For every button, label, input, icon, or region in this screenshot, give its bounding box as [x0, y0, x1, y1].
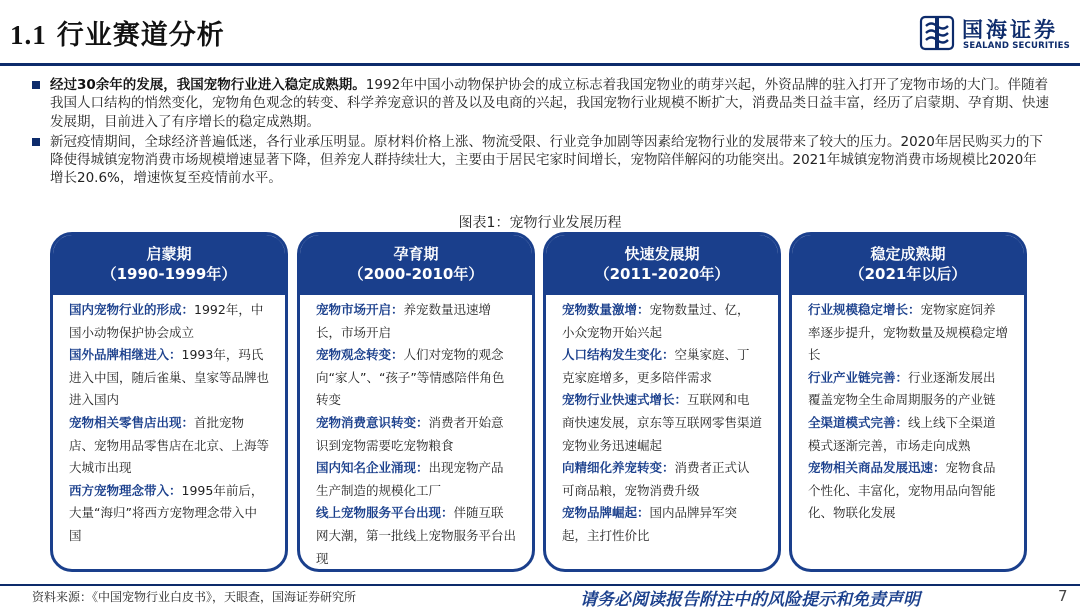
phase-body	[53, 295, 285, 548]
entry-text: 人们对宠物的观念向“家人”、“孩子”等情感陪伴角色转变	[316, 347, 505, 408]
phase-body	[300, 295, 532, 570]
bullet-lead: 经过30余年的发展，我国宠物行业进入稳定成熟期。	[50, 77, 366, 93]
phase-entry	[316, 299, 516, 344]
entry-text: 首批宠物店、宠物用品零售店在北京、上海等大城市出现	[69, 414, 270, 476]
phase-name: 启蒙期	[146, 245, 192, 263]
source-note: 资料来源：《中国宠物行业白皮书》，天眼查，国海证券研究所	[32, 590, 357, 604]
phase-entry	[808, 367, 1008, 412]
phase-header	[300, 235, 532, 295]
entry-key: 宠物相关零售店出现：	[69, 414, 195, 430]
phase-header	[53, 235, 285, 295]
phase-years: （2000-2010年）	[348, 265, 484, 283]
entry-key: 宠物相关商品发展迅速：	[808, 460, 946, 476]
phase-entry	[562, 502, 762, 547]
phase-entry	[69, 480, 269, 548]
entry-text: 宠物食品个性化、丰富化，宠物用品向智能化、物联化发展	[808, 460, 996, 521]
phase-card	[50, 232, 288, 572]
phase-entry	[316, 457, 516, 502]
phase-entry	[562, 389, 762, 457]
bullet-item	[30, 76, 1050, 131]
logo-cn-name: 国海证券	[962, 18, 1058, 42]
phase-entry	[69, 344, 269, 412]
page-title	[10, 13, 225, 52]
entry-text: 国内品牌异军突起，主打性价比	[562, 505, 738, 543]
phase-card	[789, 232, 1027, 572]
phase-body	[546, 295, 778, 548]
entry-text: 1993年，玛氏进入中国，随后雀巢、皇家等品牌也进入国内	[69, 347, 270, 408]
company-logo	[918, 14, 1078, 54]
entry-key: 西方宠物理念带入：	[69, 482, 182, 498]
entry-key: 宠物行业快速式增长：	[562, 392, 688, 408]
bullet-text: 1992年中国小动物保护协会的成立标志着我国宠物业的萌芽兴起，外资品牌的驻入打开了宠物市场的大门。伴随着我国人口结构的悄然变化，宠物角色观念的转变、科学养宠意识的普及以及电商的兴起，我国宠物行业规模不断扩大，消费品类日益丰富，经历了启蒙期、孕育期、快速发展期，目前进入了有序增长的稳定成熟期。	[50, 77, 1049, 130]
entry-text: 宠物家庭饲养率逐步提升，宠物数量及规模稳定增长	[808, 302, 1009, 363]
phase-years: （2011-2020年）	[594, 265, 730, 283]
entry-text: 伴随互联网大潮，第一批线上宠物服务平台出现	[316, 505, 517, 566]
phase-entry	[562, 457, 762, 502]
bullet-item	[30, 133, 1050, 188]
entry-key: 宠物品牌崛起：	[562, 505, 650, 521]
entry-text: 1992年，中国小动物保护协会成立	[69, 302, 264, 340]
entry-text: 1995年前后，大量“海归”将西方宠物理念带入中国	[69, 482, 264, 543]
phase-card	[543, 232, 781, 572]
timeline-cards	[50, 232, 1030, 577]
entry-text: 宠物数量过、亿，小众宠物开始兴起	[562, 302, 750, 340]
entry-key: 国内宠物行业的形成：	[69, 302, 195, 317]
phase-entry	[316, 344, 516, 412]
entry-key: 宠物消费意识转变：	[316, 414, 429, 430]
phase-entry	[808, 412, 1008, 457]
phase-entry	[69, 412, 269, 480]
phase-entry	[316, 502, 516, 570]
entry-key: 宠物市场开启：	[316, 302, 404, 317]
phase-entry	[562, 299, 762, 344]
phase-entry	[316, 412, 516, 457]
page-number: 7	[1058, 587, 1068, 605]
phase-entry	[808, 457, 1008, 525]
phase-header	[546, 235, 778, 295]
disclaimer-text: 请务必阅读报告附注中的风险提示和免责声明	[580, 590, 920, 608]
entry-text: 养宠数量迅速增长，市场开启	[316, 302, 492, 340]
logo-en-name: SEALAND SECURITIES	[963, 41, 1070, 51]
entry-text: 空巢家庭、丁克家庭增多，更多陪伴需求	[562, 347, 750, 385]
phase-years: （2021年以后）	[849, 265, 967, 283]
entry-text: 消费者开始意识到宠物需要吃宠物粮食	[316, 414, 504, 453]
phase-name: 快速发展期	[624, 245, 700, 263]
entry-key: 国外品牌相继进入：	[69, 347, 182, 363]
entry-key: 线上宠物服务平台出现：	[316, 505, 454, 521]
entry-text: 消费者正式认可商品粮，宠物消费升级	[562, 460, 750, 498]
phase-entry	[69, 299, 269, 344]
phase-body	[792, 295, 1024, 525]
entry-key: 向精细化养宠转变：	[562, 460, 675, 476]
figure-caption: 图表1：宠物行业发展历程	[458, 215, 622, 231]
bullet-square-icon	[32, 138, 40, 146]
entry-key: 人口结构发生变化：	[562, 347, 675, 363]
sealand-logo-icon	[918, 14, 956, 52]
section-number: 1.1	[10, 20, 47, 50]
entry-key: 行业产业链完善：	[808, 369, 909, 385]
entry-text: 互联网和电商快速发展，京东等互联网零售渠道宠物业务迅速崛起	[562, 392, 763, 453]
entry-text: 线上线下全渠道模式逐渐完善，市场走向成熟	[808, 414, 996, 453]
title-divider	[0, 63, 1080, 66]
entry-key: 行业规模稳定增长：	[808, 302, 921, 317]
phase-entry	[808, 299, 1008, 367]
phase-years: （1990-1999年）	[101, 265, 237, 283]
phase-card	[297, 232, 535, 572]
entry-key: 国内知名企业涌现：	[316, 460, 429, 476]
phase-name: 孕育期	[393, 245, 439, 263]
slide-header	[0, 0, 1080, 62]
section-title: 行业赛道分析	[56, 20, 225, 51]
bullet-square-icon	[32, 81, 40, 89]
bullet-text: 新冠疫情期间，全球经济普遍低迷，各行业承压明显。原材料价格上涨、物流受限、行业竞争加剧等因素给宠物行业的发展带来了较大的压力。2020年居民购买力的下降使得城镇宠物消费市场规模增速显著下降，但养宠人群持续壮大，主要由于居民宅家时间增长，宠物陪伴解闷的功能突出。2021年城镇宠物消费市场规模比2020年增长20.6%，增速恢复至疫情前水平。	[50, 133, 1043, 187]
summary-bullets	[30, 76, 1050, 190]
entry-key: 宠物观念转变：	[316, 347, 404, 363]
phase-header	[792, 235, 1024, 295]
entry-text: 行业逐渐发展出覆盖宠物全生命周期服务的产业链	[808, 369, 996, 408]
phase-entry	[562, 344, 762, 389]
phase-name: 稳定成熟期	[870, 245, 946, 263]
entry-key: 全渠道模式完善：	[808, 414, 909, 430]
entry-text: 出现宠物产品生产制造的规模化工厂	[316, 460, 504, 498]
entry-key: 宠物数量激增：	[562, 302, 650, 317]
